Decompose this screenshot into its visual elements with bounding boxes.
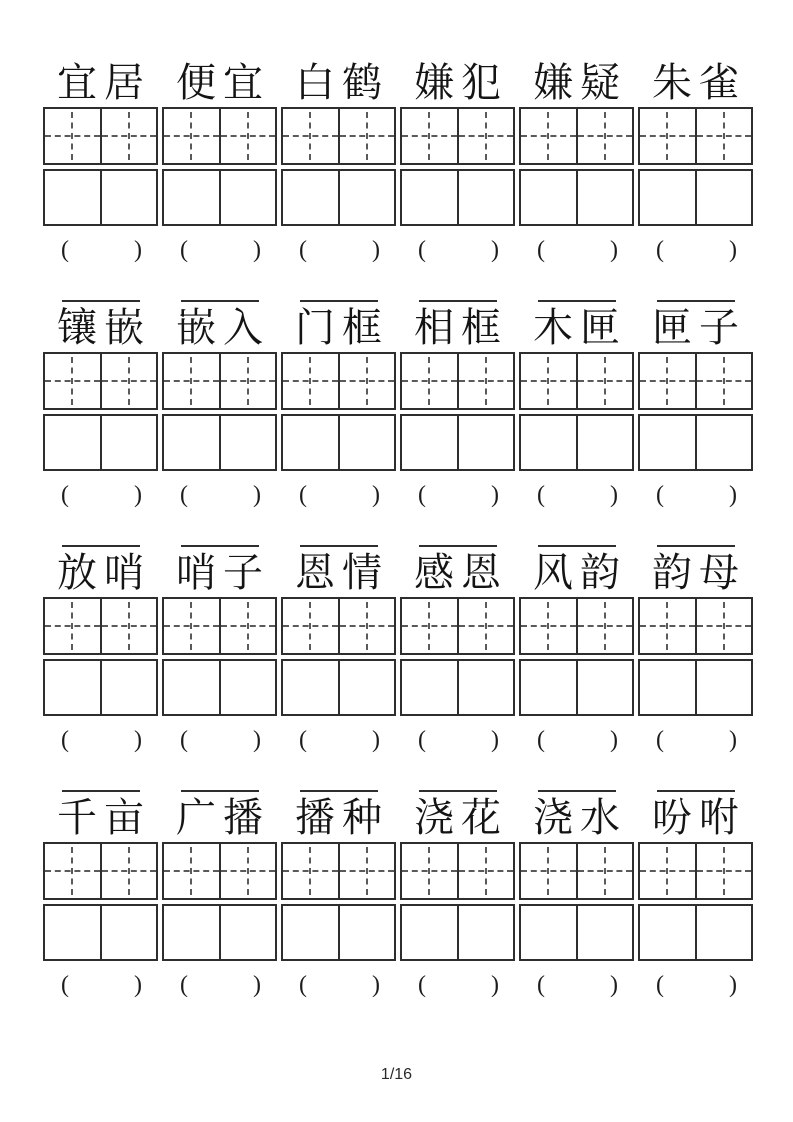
pinyin-parens	[519, 726, 634, 754]
grid-cell	[521, 354, 576, 408]
pinyin-parens	[400, 481, 515, 509]
grid-cell	[402, 599, 457, 653]
paren-open-icon: (	[180, 972, 188, 998]
word-underline	[657, 300, 735, 302]
grid-cell	[521, 599, 576, 653]
word-label: 浇水	[533, 795, 627, 840]
grid-cell	[283, 661, 338, 714]
paren-close-icon: )	[253, 482, 261, 508]
word-underline	[181, 790, 259, 792]
grid-cell	[283, 109, 338, 163]
word-underline	[419, 300, 497, 302]
pinyin-parens	[638, 481, 753, 509]
practice-grid-dashed	[43, 107, 158, 165]
paren-open-icon: (	[656, 727, 664, 753]
word-label: 白鹤	[295, 60, 389, 105]
grid-cell	[219, 661, 276, 714]
word-label: 匣子	[652, 305, 746, 350]
paren-open-icon: (	[656, 972, 664, 998]
word-row	[43, 55, 753, 264]
word-underline	[538, 545, 616, 547]
grid-cell	[338, 171, 395, 224]
grid-cell	[164, 661, 219, 714]
practice-grid-plain	[638, 414, 753, 471]
word-label: 吩咐	[652, 795, 746, 840]
practice-grid-plain	[519, 414, 634, 471]
grid-cell	[576, 599, 633, 653]
grid-cell	[219, 171, 276, 224]
grid-cell	[100, 906, 157, 959]
word-practice-block	[400, 55, 515, 264]
practice-grid-plain	[281, 169, 396, 226]
pinyin-parens	[519, 236, 634, 264]
grid-cell	[402, 661, 457, 714]
word-label: 感恩	[414, 550, 508, 595]
word-practice-block	[281, 300, 396, 509]
grid-cell	[695, 599, 752, 653]
grid-cell	[402, 416, 457, 469]
practice-grid-dashed	[400, 842, 515, 900]
grid-cell	[338, 661, 395, 714]
practice-grid-dashed	[400, 597, 515, 655]
paren-open-icon: (	[61, 972, 69, 998]
practice-grid-plain	[400, 659, 515, 716]
practice-grid-dashed	[43, 352, 158, 410]
grid-cell	[283, 354, 338, 408]
word-practice-block	[281, 55, 396, 264]
grid-cell	[219, 354, 276, 408]
practice-grid-plain	[162, 169, 277, 226]
pinyin-parens	[281, 236, 396, 264]
practice-grid-plain	[43, 659, 158, 716]
grid-cell	[283, 844, 338, 898]
paren-close-icon: )	[610, 482, 618, 508]
practice-grid-plain	[281, 414, 396, 471]
word-underline	[657, 790, 735, 792]
grid-cell	[576, 109, 633, 163]
paren-close-icon: )	[253, 237, 261, 263]
grid-cell	[164, 599, 219, 653]
grid-cell	[640, 906, 695, 959]
word-label: 嫌犯	[414, 60, 508, 105]
practice-grid-dashed	[519, 597, 634, 655]
paren-open-icon: (	[537, 482, 545, 508]
paren-open-icon: (	[299, 482, 307, 508]
pinyin-parens	[638, 971, 753, 999]
grid-cell	[457, 906, 514, 959]
grid-cell	[521, 109, 576, 163]
practice-grid-dashed	[162, 597, 277, 655]
grid-cell	[164, 844, 219, 898]
grid-cell	[402, 844, 457, 898]
practice-grid-dashed	[281, 352, 396, 410]
grid-cell	[45, 599, 100, 653]
grid-cell	[283, 906, 338, 959]
word-practice-block	[43, 545, 158, 754]
practice-grid-plain	[281, 659, 396, 716]
word-practice-block	[638, 545, 753, 754]
word-practice-block	[162, 545, 277, 754]
word-label: 放哨	[57, 550, 151, 595]
grid-cell	[100, 171, 157, 224]
grid-cell	[45, 354, 100, 408]
grid-cell	[338, 599, 395, 653]
practice-grid-dashed	[162, 352, 277, 410]
grid-cell	[164, 416, 219, 469]
grid-cell	[457, 109, 514, 163]
grid-cell	[576, 906, 633, 959]
practice-grid-dashed	[400, 352, 515, 410]
word-label: 木匣	[533, 305, 627, 350]
grid-cell	[338, 109, 395, 163]
grid-cell	[457, 844, 514, 898]
word-underline	[419, 545, 497, 547]
pinyin-parens	[400, 236, 515, 264]
paren-close-icon: )	[372, 972, 380, 998]
practice-grid-plain	[162, 414, 277, 471]
practice-grid-plain	[519, 904, 634, 961]
paren-open-icon: (	[61, 237, 69, 263]
pinyin-parens	[281, 726, 396, 754]
practice-grid-plain	[400, 414, 515, 471]
grid-cell	[521, 844, 576, 898]
word-label: 韵母	[652, 550, 746, 595]
paren-close-icon: )	[134, 482, 142, 508]
practice-grid-dashed	[638, 352, 753, 410]
paren-close-icon: )	[491, 972, 499, 998]
word-practice-block	[43, 55, 158, 264]
word-label: 相框	[414, 305, 508, 350]
practice-grid-dashed	[162, 107, 277, 165]
paren-close-icon: )	[134, 972, 142, 998]
grid-cell	[402, 171, 457, 224]
word-label: 恩情	[295, 550, 389, 595]
pinyin-parens	[638, 726, 753, 754]
grid-cell	[695, 171, 752, 224]
grid-cell	[457, 661, 514, 714]
word-label: 浇花	[414, 795, 508, 840]
grid-cell	[219, 416, 276, 469]
pinyin-parens	[162, 236, 277, 264]
grid-cell	[521, 416, 576, 469]
paren-close-icon: )	[610, 237, 618, 263]
grid-cell	[457, 354, 514, 408]
grid-cell	[640, 109, 695, 163]
grid-cell	[219, 844, 276, 898]
practice-grid-dashed	[638, 107, 753, 165]
grid-cell	[45, 661, 100, 714]
paren-close-icon: )	[134, 727, 142, 753]
word-practice-block	[162, 55, 277, 264]
paren-close-icon: )	[372, 482, 380, 508]
word-underline	[300, 790, 378, 792]
word-practice-block	[43, 300, 158, 509]
practice-grid-plain	[400, 169, 515, 226]
word-practice-block	[638, 55, 753, 264]
word-label: 门框	[295, 305, 389, 350]
paren-open-icon: (	[299, 237, 307, 263]
practice-grid-plain	[519, 659, 634, 716]
pinyin-parens	[400, 971, 515, 999]
paren-open-icon: (	[537, 237, 545, 263]
word-practice-block	[519, 55, 634, 264]
paren-close-icon: )	[253, 972, 261, 998]
grid-cell	[695, 844, 752, 898]
pinyin-parens	[281, 971, 396, 999]
pinyin-parens	[638, 236, 753, 264]
page-number: 1/16	[380, 1066, 413, 1083]
paren-close-icon: )	[491, 237, 499, 263]
grid-cell	[219, 109, 276, 163]
grid-cell	[219, 906, 276, 959]
word-label: 便宜	[176, 60, 270, 105]
practice-grid-dashed	[519, 352, 634, 410]
paren-open-icon: (	[61, 482, 69, 508]
grid-cell	[640, 599, 695, 653]
grid-cell	[338, 906, 395, 959]
grid-cell	[219, 599, 276, 653]
pinyin-parens	[162, 481, 277, 509]
paren-close-icon: )	[610, 972, 618, 998]
practice-grid-dashed	[638, 597, 753, 655]
grid-cell	[283, 171, 338, 224]
practice-grid-plain	[638, 659, 753, 716]
practice-grid-dashed	[638, 842, 753, 900]
word-label: 朱雀	[652, 60, 746, 105]
word-underline	[62, 545, 140, 547]
grid-cell	[283, 416, 338, 469]
grid-cell	[100, 109, 157, 163]
practice-grid-dashed	[281, 597, 396, 655]
pinyin-parens	[162, 726, 277, 754]
grid-cell	[45, 171, 100, 224]
word-label: 嫌疑	[533, 60, 627, 105]
paren-open-icon: (	[180, 482, 188, 508]
word-practice-block	[638, 300, 753, 509]
word-label: 千亩	[57, 795, 151, 840]
grid-cell	[100, 661, 157, 714]
grid-cell	[164, 171, 219, 224]
pinyin-parens	[281, 481, 396, 509]
pinyin-parens	[400, 726, 515, 754]
grid-cell	[457, 599, 514, 653]
grid-cell	[338, 844, 395, 898]
word-underline	[538, 790, 616, 792]
practice-grid-dashed	[519, 107, 634, 165]
pinyin-parens	[43, 726, 158, 754]
word-underline	[300, 545, 378, 547]
word-practice-block	[519, 790, 634, 999]
word-practice-block	[162, 300, 277, 509]
paren-open-icon: (	[656, 237, 664, 263]
paren-close-icon: )	[729, 237, 737, 263]
grid-cell	[695, 661, 752, 714]
grid-cell	[640, 354, 695, 408]
pinyin-parens	[519, 971, 634, 999]
grid-cell	[164, 354, 219, 408]
practice-grid-plain	[43, 414, 158, 471]
word-practice-block	[400, 545, 515, 754]
grid-cell	[100, 354, 157, 408]
grid-cell	[521, 171, 576, 224]
word-underline	[62, 300, 140, 302]
paren-open-icon: (	[418, 482, 426, 508]
grid-cell	[640, 416, 695, 469]
paren-close-icon: )	[253, 727, 261, 753]
grid-cell	[45, 109, 100, 163]
practice-grid-plain	[43, 169, 158, 226]
grid-cell	[338, 354, 395, 408]
grid-cell	[521, 906, 576, 959]
pinyin-parens	[162, 971, 277, 999]
paren-close-icon: )	[729, 482, 737, 508]
practice-grid-plain	[162, 904, 277, 961]
paren-close-icon: )	[372, 727, 380, 753]
grid-cell	[695, 416, 752, 469]
grid-cell	[576, 661, 633, 714]
word-underline	[538, 300, 616, 302]
paren-close-icon: )	[729, 727, 737, 753]
pinyin-parens	[519, 481, 634, 509]
paren-open-icon: (	[656, 482, 664, 508]
paren-open-icon: (	[299, 727, 307, 753]
paren-open-icon: (	[537, 727, 545, 753]
paren-close-icon: )	[491, 727, 499, 753]
paren-open-icon: (	[61, 727, 69, 753]
word-practice-block	[638, 790, 753, 999]
paren-open-icon: (	[299, 972, 307, 998]
word-practice-block	[400, 300, 515, 509]
practice-grid-dashed	[519, 842, 634, 900]
word-label: 宜居	[57, 60, 151, 105]
word-practice-block	[281, 545, 396, 754]
word-underline	[657, 545, 735, 547]
grid-cell	[695, 354, 752, 408]
grid-cell	[521, 661, 576, 714]
paren-close-icon: )	[134, 237, 142, 263]
word-practice-block	[43, 790, 158, 999]
word-label: 哨子	[176, 550, 270, 595]
practice-grid-dashed	[400, 107, 515, 165]
page-footer	[0, 1066, 793, 1084]
grid-cell	[640, 171, 695, 224]
word-label: 广播	[176, 795, 270, 840]
pinyin-parens	[43, 481, 158, 509]
word-practice-block	[519, 545, 634, 754]
word-practice-block	[162, 790, 277, 999]
practice-grid-dashed	[43, 842, 158, 900]
grid-cell	[457, 416, 514, 469]
grid-cell	[576, 354, 633, 408]
practice-grid-plain	[43, 904, 158, 961]
word-row	[43, 300, 753, 509]
grid-cell	[402, 354, 457, 408]
word-row	[43, 790, 753, 999]
word-label: 嵌入	[176, 305, 270, 350]
grid-cell	[338, 416, 395, 469]
grid-cell	[283, 599, 338, 653]
grid-cell	[100, 599, 157, 653]
grid-cell	[164, 109, 219, 163]
practice-grid-dashed	[162, 842, 277, 900]
practice-grid-plain	[400, 904, 515, 961]
grid-cell	[695, 906, 752, 959]
practice-grid-plain	[281, 904, 396, 961]
practice-grid-dashed	[43, 597, 158, 655]
word-underline	[181, 300, 259, 302]
word-underline	[419, 790, 497, 792]
word-underline	[300, 300, 378, 302]
paren-open-icon: (	[418, 237, 426, 263]
word-underline	[181, 545, 259, 547]
pinyin-parens	[43, 971, 158, 999]
paren-open-icon: (	[418, 972, 426, 998]
grid-cell	[640, 844, 695, 898]
word-label: 风韵	[533, 550, 627, 595]
paren-close-icon: )	[372, 237, 380, 263]
grid-cell	[402, 906, 457, 959]
word-underline	[62, 790, 140, 792]
grid-cell	[45, 906, 100, 959]
paren-open-icon: (	[418, 727, 426, 753]
practice-grid-dashed	[281, 107, 396, 165]
grid-cell	[45, 416, 100, 469]
grid-cell	[45, 844, 100, 898]
word-row	[43, 545, 753, 754]
grid-cell	[100, 416, 157, 469]
grid-cell	[576, 171, 633, 224]
practice-grid-plain	[162, 659, 277, 716]
grid-cell	[457, 171, 514, 224]
grid-cell	[576, 416, 633, 469]
practice-grid-plain	[519, 169, 634, 226]
word-label: 镶嵌	[57, 305, 151, 350]
practice-grid-plain	[638, 169, 753, 226]
grid-cell	[695, 109, 752, 163]
grid-cell	[576, 844, 633, 898]
practice-grid-dashed	[281, 842, 396, 900]
practice-grid-plain	[638, 904, 753, 961]
paren-close-icon: )	[729, 972, 737, 998]
word-practice-block	[519, 300, 634, 509]
grid-cell	[402, 109, 457, 163]
paren-close-icon: )	[610, 727, 618, 753]
word-practice-block	[400, 790, 515, 999]
word-label: 播种	[295, 795, 389, 840]
paren-close-icon: )	[491, 482, 499, 508]
grid-cell	[164, 906, 219, 959]
paren-open-icon: (	[180, 237, 188, 263]
pinyin-parens	[43, 236, 158, 264]
grid-cell	[100, 844, 157, 898]
paren-open-icon: (	[180, 727, 188, 753]
word-practice-block	[281, 790, 396, 999]
grid-cell	[640, 661, 695, 714]
paren-open-icon: (	[537, 972, 545, 998]
